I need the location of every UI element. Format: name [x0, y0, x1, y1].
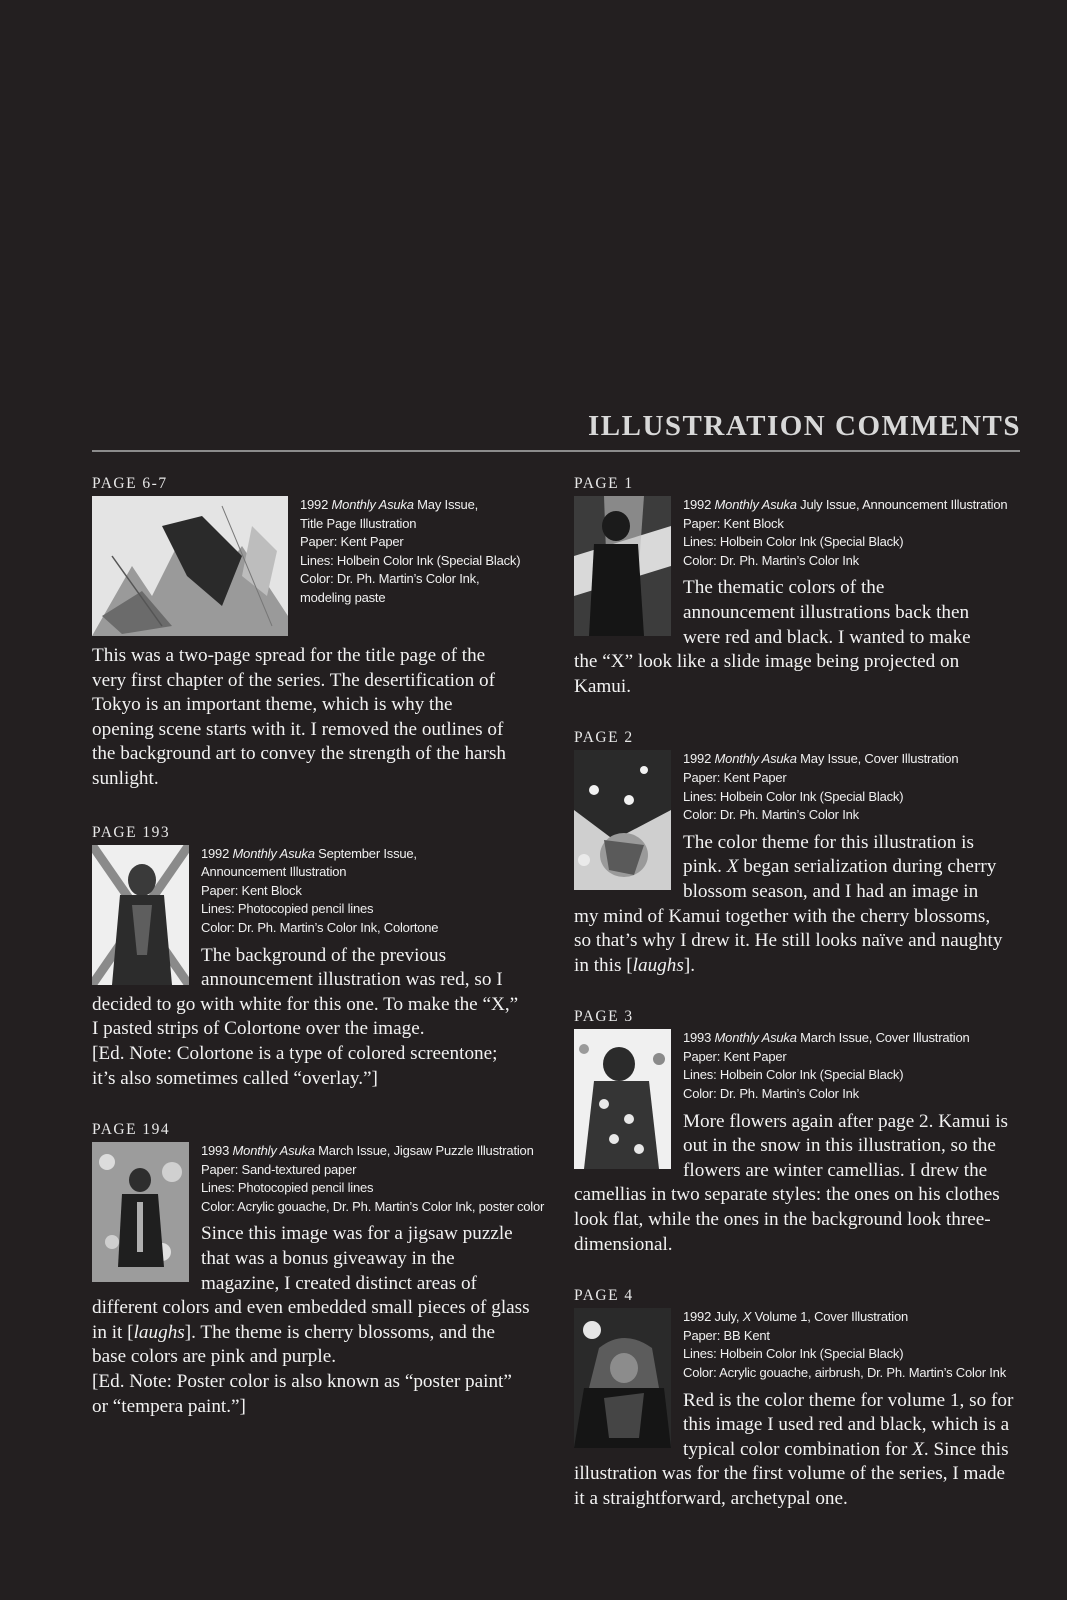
page-label: PAGE 1 — [574, 475, 634, 492]
illustration-info: 1992 July, X Volume 1, Cover Illustration Paper: BB Kent Lines: Holbein Color Ink (Special Black) Color: Acrylic gouache, airbrush, Dr. Ph. Martin’s Color Ink — [683, 1309, 1007, 1380]
entry-page-3 — [574, 1008, 1024, 1257]
editor-note: [Ed. Note: Colortone is a type of colored screentone; it’s also sometimes called “overlay.”] — [92, 1042, 498, 1089]
page-title: ILLUSTRATION COMMENTS — [588, 410, 1021, 442]
page-label: PAGE 6-7 — [92, 475, 168, 492]
left-column — [92, 475, 552, 1419]
right-column — [574, 475, 1024, 1512]
entry-page-193 — [92, 824, 552, 1092]
entry-page-4 — [574, 1287, 1024, 1511]
comment-text: The thematic colors of the announcement illustrations back then were red and black. I wanted to make the “X” look like a slide image being projected on Kamui. — [574, 577, 971, 697]
header-divider — [92, 450, 1020, 452]
illustration-info: 1992 Monthly Asuka May Issue, Cover Illustration Paper: Kent Paper Lines: Holbein Color Ink (Special Black) Color: Dr. Ph. Martin’s Color Ink — [683, 751, 959, 823]
page-label: PAGE 194 — [92, 1121, 171, 1139]
comment-text: More flowers again after page 2. Kamui is out in the snow in this illustration, so the flowers are winter camellias. I drew the camellias in two separate styles: the ones on his clothes look flat, while the ones in the background look three-dimensional. — [574, 1110, 1009, 1255]
illustration-thumbnail — [574, 496, 671, 636]
editor-note: [Ed. Note: Poster color is also known as “poster paint” or “tempera paint.”] — [92, 1371, 512, 1417]
entry-page-194 — [92, 1121, 552, 1419]
comment-text: Red is the color theme for volume 1, so for this image I used red and black, which is a typical color combination for X. Since this illustration was for the first volume of the series, I made it a straightforward, archetypal one. — [574, 1389, 1014, 1509]
page-label: PAGE 2 — [574, 729, 634, 747]
comment-text: Since this image was for a jigsaw puzzle that was a bonus giveaway in the magazine, I created distinct areas of different colors and even embedded small pieces of glass in it [laughs]. The theme is cherry blossoms, and the base colors are pink and purple. — [92, 1223, 530, 1368]
illustration-thumbnail — [574, 1308, 671, 1448]
illustration-info: 1993 Monthly Asuka March Issue, Jigsaw Puzzle Illustration Paper: Sand-textured paper Lines: Photocopied pencil lines Color: Acrylic gouache, Dr. Ph. Martin’s Color Ink, poster color — [201, 1143, 545, 1214]
illustration-info: 1992 Monthly Asuka July Issue, Announcement Illustration Paper: Kent Block Lines: Holbein Color Ink (Special Black) Color: Dr. Ph. Martin’s Color Ink — [683, 497, 1008, 568]
entry-page-1 — [574, 475, 1024, 699]
page-label: PAGE 3 — [574, 1008, 634, 1026]
comment-text: This was a two-page spread for the title page of the very first chapter of the series. The desertification of Tokyo is an important theme, which is why the opening scene starts with it. I removed the outlines of the background art to convey the strength of the harsh sunlight. — [92, 645, 507, 789]
page-label: PAGE 4 — [574, 1287, 634, 1305]
entry-page-2 — [574, 729, 1024, 978]
illustration-thumbnail — [92, 1142, 189, 1282]
comment-text: The color theme for this illustration is pink. X began serialization during cherry blossom season, and I had an image in my mind of Kamui together with the cherry blossoms, so that’s why I drew it. He still looks naïve and naughty in this [laughs]. — [574, 831, 1003, 976]
illustration-thumbnail — [574, 750, 671, 890]
page-label: PAGE 193 — [92, 823, 171, 841]
illustration-info: 1992 Monthly Asuka May Issue, Title Page Illustration Paper: Kent Paper Lines: Holbein Color Ink (Special Black) Color: Dr. Ph. Martin’s Color Ink, modeling paste — [300, 497, 521, 605]
illustration-info: 1993 Monthly Asuka March Issue, Cover Illustration Paper: Kent Paper Lines: Holbein Color Ink (Special Black) Color: Dr. Ph. Martin’s Color Ink — [683, 1030, 970, 1102]
entry-page-6-7 — [92, 475, 552, 792]
illustration-info: 1992 Monthly Asuka September Issue, Announcement Illustration Paper: Kent Block Lines: Photocopied pencil lines Color: Dr. Ph. Martin’s Color Ink, Colortone — [201, 845, 439, 935]
illustration-thumbnail — [92, 845, 189, 985]
comment-text: The background of the previous announcement illustration was red, so I decided to go with white for this one. To make the “X,” I pasted strips of Colortone over the image. — [92, 944, 519, 1040]
illustration-thumbnail — [92, 496, 288, 636]
illustration-thumbnail — [574, 1029, 671, 1169]
